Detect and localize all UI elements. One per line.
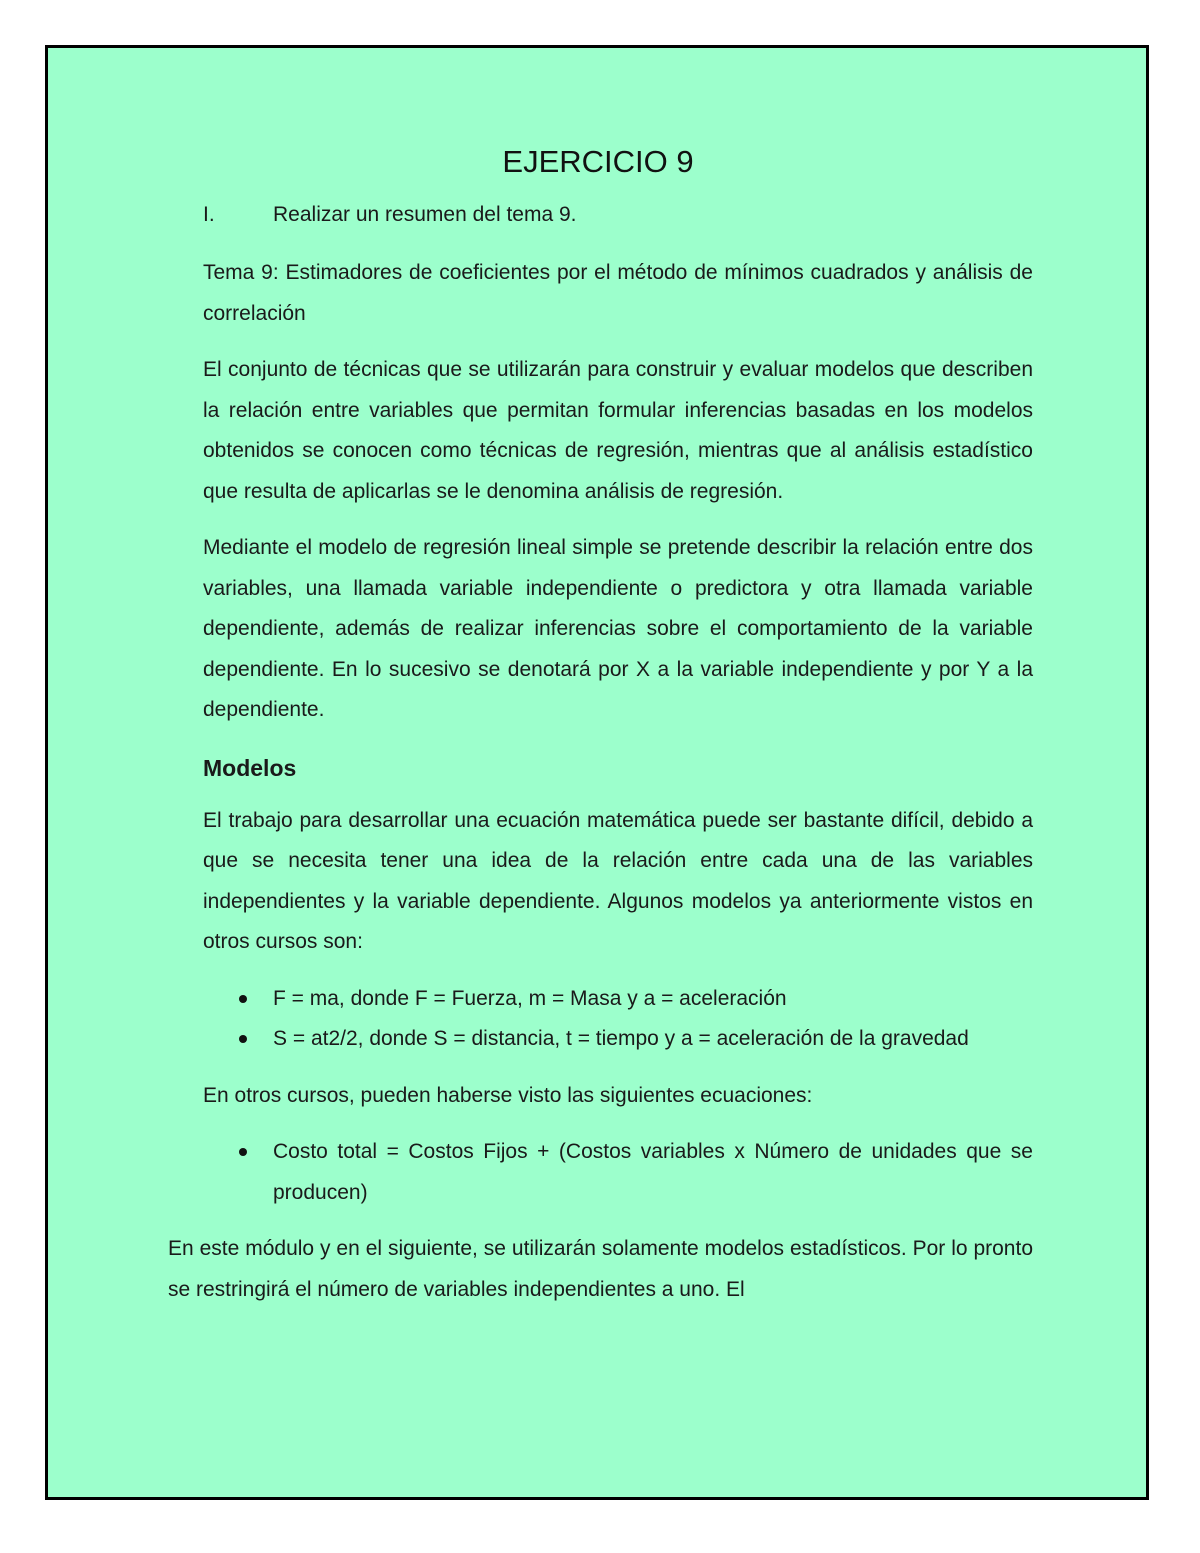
paragraph-5: En este módulo y en el siguiente, se utilizarán solamente modelos estadísticos. Por lo pronto se restringirá el número de variables independientes a uno. El <box>168 1237 1033 1301</box>
bullet-dot-icon <box>239 995 247 1003</box>
list-item <box>203 979 1033 1020</box>
paragraph-4: En otros cursos, pueden haberse visto las siguientes ecuaciones: <box>203 1083 813 1107</box>
paragraph-2: Mediante el modelo de regresión lineal simple se pretende describir la relación entre dos variables, una llamada variable independiente o predictora y otra llamada variable dependiente, además de realizar inferencias sobre el comportamiento de la variable dependiente. En lo sucesivo se denotará por X a la variable independiente y por Y a la dependiente. <box>203 536 1033 721</box>
topic-paragraph: Tema 9: Estimadores de coeficientes por el método de mínimos cuadrados y análisis de correlación <box>203 261 1033 325</box>
bullet-list-2 <box>203 1132 1033 1213</box>
enum-marker: I. <box>203 203 215 226</box>
document-title: EJERCICIO 9 <box>502 144 694 179</box>
enum-text: Realizar un resumen del tema 9. <box>273 203 577 226</box>
section-heading-modelos: Modelos <box>203 754 297 781</box>
bullet-dot-icon <box>239 1148 247 1156</box>
list-item-text: S = at2/2, donde S = distancia, t = tiempo y a = aceleración de la gravedad <box>273 1027 969 1050</box>
enumerated-instruction <box>203 203 577 227</box>
bullet-dot-icon <box>239 1035 247 1043</box>
list-item <box>203 1132 1033 1213</box>
list-item-text: F = ma, donde F = Fuerza, m = Masa y a = aceleración <box>273 986 787 1010</box>
list-item <box>203 1019 1033 1060</box>
document-page <box>45 45 1149 1500</box>
paragraph-1: El conjunto de técnicas que se utilizarán para construir y evaluar modelos que describen la relación entre variables que permitan formular inferencias basadas en los modelos obtenidos se conocen como técnicas de regresión, mientras que al análisis estadístico que resulta de aplicarlas se le denomina análisis de regresión. <box>203 358 1033 503</box>
paragraph-3: El trabajo para desarrollar una ecuación matemática puede ser bastante difícil, debido a que se necesita tener una idea de la relación entre cada una de las variables independientes y la variable dependiente. Algunos modelos ya anteriormente vistos en otros cursos son: <box>203 808 1033 953</box>
list-item-text: Costo total = Costos Fijos + (Costos variables x Número de unidades que se producen) <box>273 1140 1033 1204</box>
bullet-list-1 <box>203 979 1033 1060</box>
document-body <box>168 253 1033 1326</box>
